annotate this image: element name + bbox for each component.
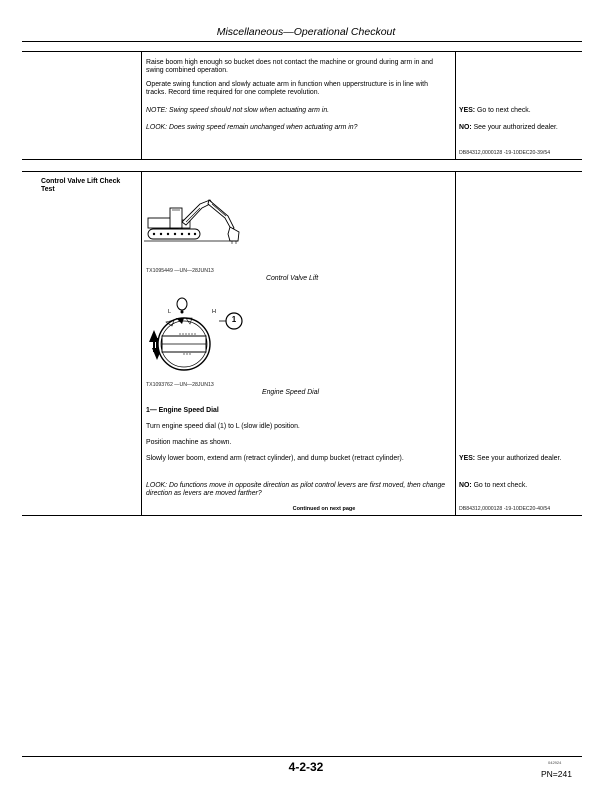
check-title: Control Valve Lift Check Test bbox=[41, 178, 121, 194]
no-text: See your authorized dealer. bbox=[473, 124, 558, 131]
reference-code: DB84312,0000128 -19-10DEC20-40/54 bbox=[459, 506, 551, 512]
instruction-text: Operate swing function and slowly actuate arm in function when upperstructure is in line with tracks. Record time required for one complete revolution. bbox=[146, 81, 428, 97]
note-text: NOTE: Swing speed should not slow when actuating arm in. bbox=[146, 107, 330, 114]
dial-mark-high: H bbox=[212, 309, 216, 315]
callout-number: 1 bbox=[231, 315, 237, 324]
pn-number: PN=241 bbox=[541, 769, 572, 779]
yes-result bbox=[459, 107, 577, 115]
instruction-text: Position machine as shown. bbox=[146, 439, 232, 446]
no-text: Go to next check. bbox=[473, 482, 528, 489]
excavator-icon bbox=[142, 192, 250, 244]
yes-label: YES: bbox=[459, 107, 476, 114]
header-rule bbox=[22, 41, 582, 42]
right-column-rule bbox=[455, 171, 456, 515]
page-header-title: Miscellaneous—Operational Checkout bbox=[216, 26, 396, 38]
reference-code: DB84312,0000128 -19-10DEC20-39/54 bbox=[459, 150, 551, 156]
figure-caption: Engine Speed Dial bbox=[262, 389, 320, 396]
block-top-rule bbox=[22, 171, 582, 172]
figure-code: TX1095449 —UN—28JUN13 bbox=[146, 268, 214, 274]
look-question: LOOK: Does swing speed remain unchanged when actuating arm in? bbox=[146, 124, 358, 131]
no-label: NO: bbox=[459, 482, 472, 489]
yes-label: YES: bbox=[459, 455, 476, 462]
instruction-text: Slowly lower boom, extend arm (retract cylinder), and dump bucket (retract cylinder). bbox=[146, 455, 404, 462]
instruction-text: Turn engine speed dial (1) to L (slow idle) position. bbox=[146, 423, 300, 430]
no-label: NO: bbox=[459, 124, 472, 131]
figure-legend bbox=[146, 407, 219, 415]
block-top-rule bbox=[22, 51, 582, 52]
dial-mark-low: L bbox=[168, 309, 172, 315]
figure-caption: Control Valve Lift bbox=[266, 275, 319, 282]
continued-note: Continued on next page bbox=[292, 506, 356, 512]
block-bottom-rule bbox=[22, 159, 582, 160]
instruction-text: Raise boom high enough so bucket does not contact the machine or ground during arm in and swing combined operation. bbox=[146, 59, 433, 75]
footer-rule bbox=[22, 756, 582, 757]
legend-number: 1— bbox=[146, 407, 157, 414]
yes-result bbox=[459, 455, 574, 463]
yes-text: Go to next check. bbox=[477, 107, 531, 114]
left-column-rule bbox=[141, 51, 142, 159]
engine-speed-dial-icon bbox=[146, 296, 218, 378]
right-column-rule bbox=[455, 51, 456, 159]
block-bottom-rule bbox=[22, 515, 582, 516]
legend-text: Engine Speed Dial bbox=[158, 407, 219, 414]
page-number: 4-2-32 bbox=[288, 760, 324, 774]
figure-code: TX1093762 —UN—28JUN13 bbox=[146, 382, 214, 388]
footer-date-code: 042924 bbox=[548, 760, 562, 765]
look-question: LOOK: Do functions move in opposite direction as pilot control levers are first moved, then change direction as levers are moved farther? bbox=[146, 482, 446, 498]
no-result bbox=[459, 124, 559, 132]
no-result bbox=[459, 482, 577, 490]
yes-text: See your authorized dealer. bbox=[477, 455, 562, 462]
